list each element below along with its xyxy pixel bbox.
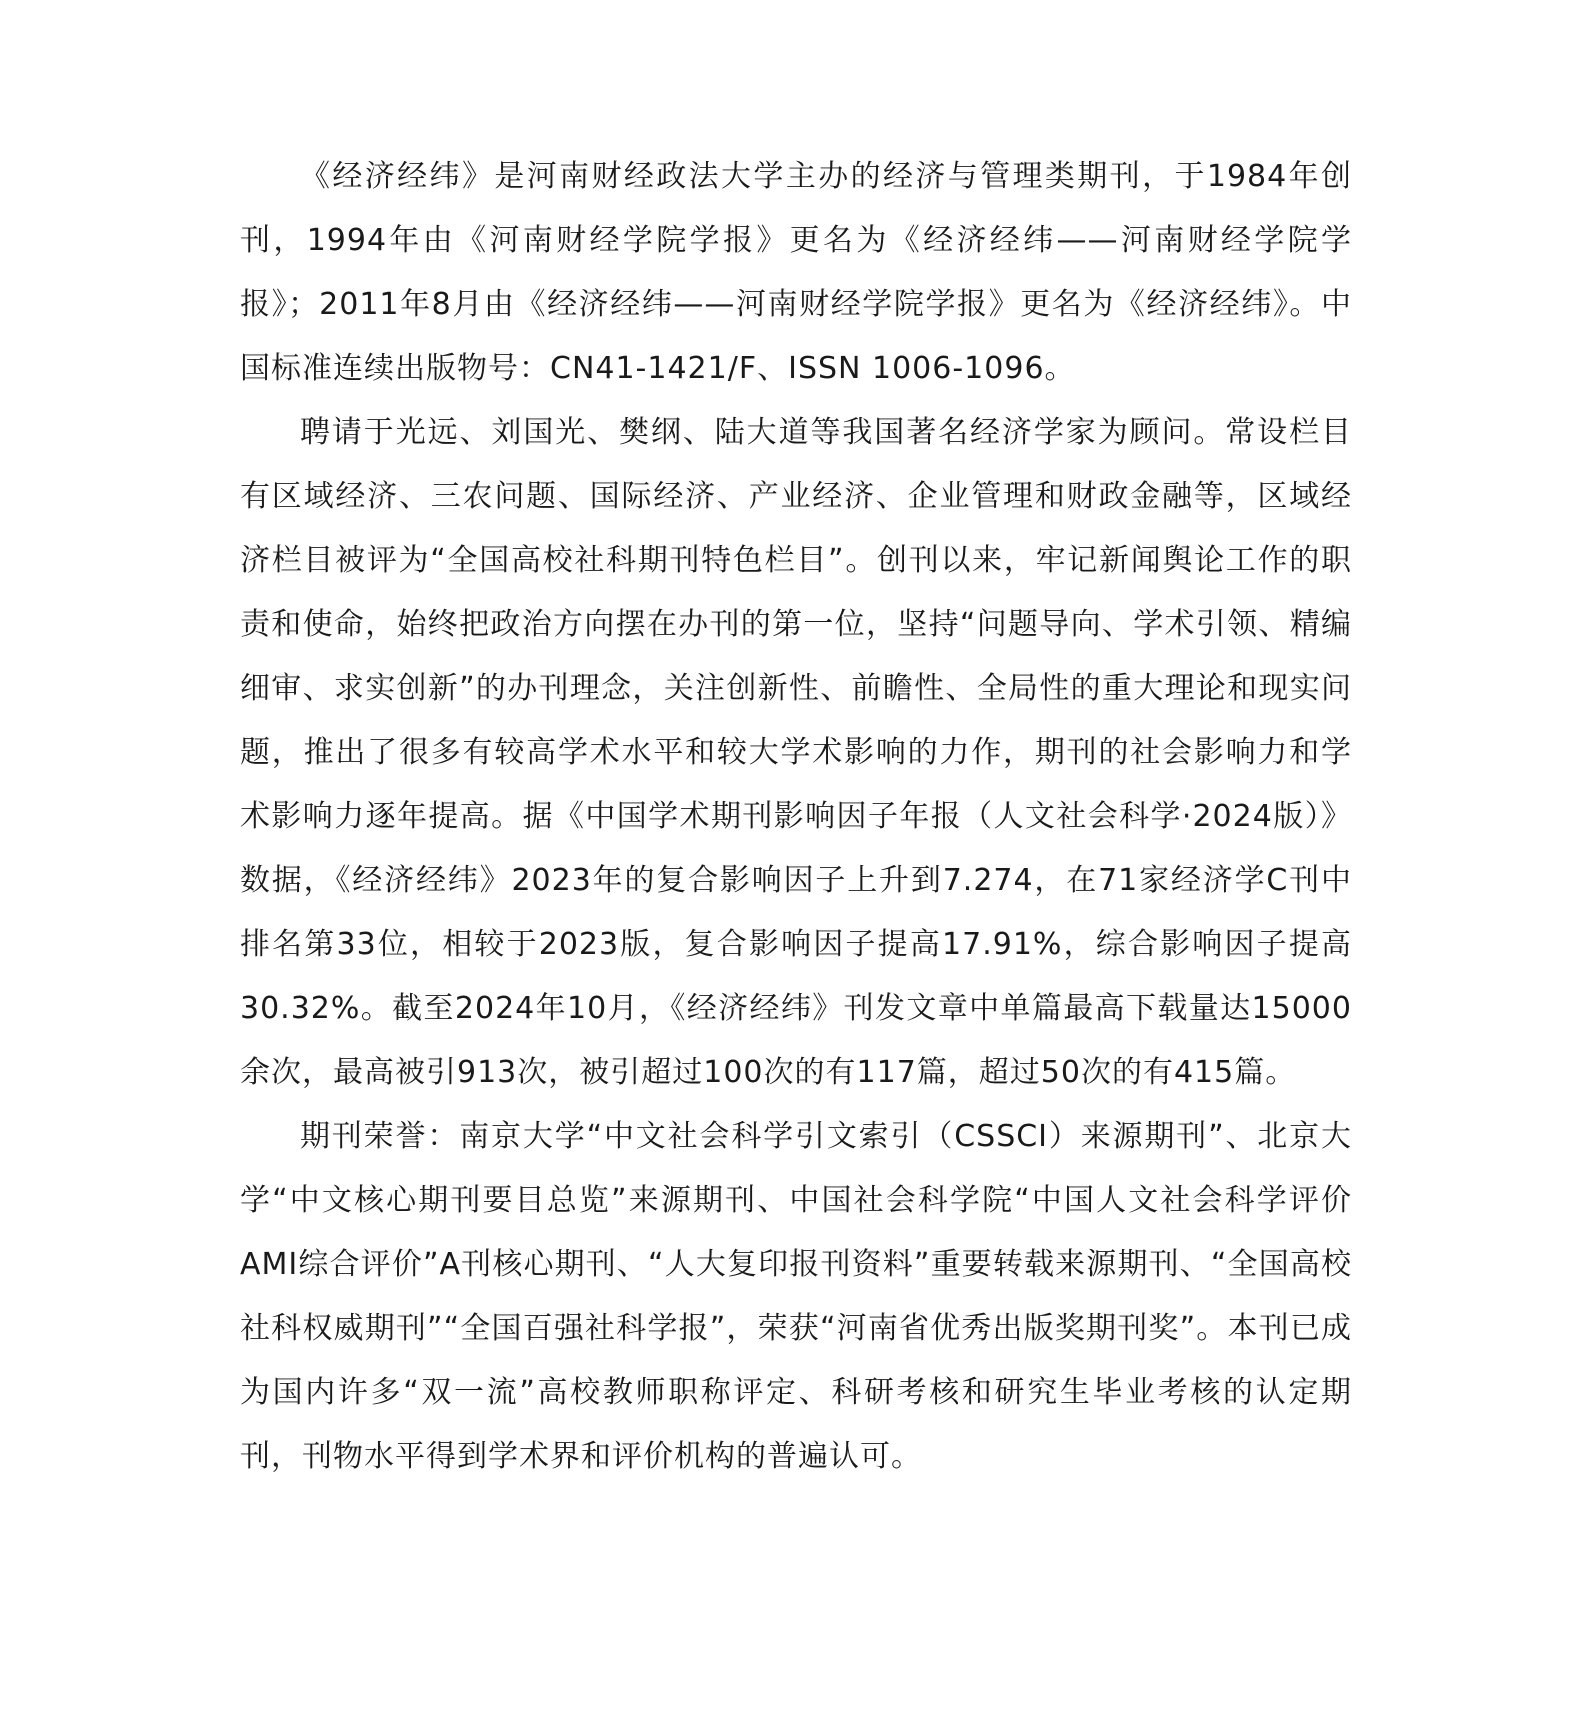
paragraph-introduction: 《经济经纬》是河南财经政法大学主办的经济与管理类期刊，于1984年创刊，1994年由《河南财经学院学报》更名为《经济经纬——河南财经学院学报》；2011年8月由《经济经纬——河南财经学院学报》更名为《经济经纬》。中国标准连续出版物号：CN41-1421/F、ISSN 1006-1096。 [240, 159, 1352, 386]
document-body [240, 145, 1352, 1489]
paragraph-advisors-and-impact: 聘请于光远、刘国光、樊纲、陆大道等我国著名经济学家为顾问。常设栏目有区域经济、三农问题、国际经济、产业经济、企业管理和财政金融等，区域经济栏目被评为“全国高校社科期刊特色栏目”。创刊以来，牢记新闻舆论工作的职责和使命，始终把政治方向摆在办刊的第一位，坚持“问题导向、学术引领、精编细审、求实创新”的办刊理念，关注创新性、前瞻性、全局性的重大理论和现实问题，推出了很多有较高学术水平和较大学术影响的力作，期刊的社会影响力和学术影响力逐年提高。据《中国学术期刊影响因子年报（人文社会科学·2024版）》数据，《经济经纬》2023年的复合影响因子上升到7.274，在71家经济学C刊中排名第33位，相较于2023版，复合影响因子提高17.91%，综合影响因子提高30.32%。截至2024年10月，《经济经纬》刊发文章中单篇最高下载量达15000余次，最高被引913次，被引超过100次的有117篇，超过50次的有415篇。 [240, 415, 1352, 1090]
paragraph-honors: 期刊荣誉：南京大学“中文社会科学引文索引（CSSCI）来源期刊”、北京大学“中文核心期刊要目总览”来源期刊、中国社会科学院“中国人文社会科学评价AMI综合评价”A刊核心期刊、“人大复印报刊资料”重要转载来源期刊、“全国高校社科权威期刊”“全国百强社科学报”，荣获“河南省优秀出版奖期刊奖”。本刊已成为国内许多“双一流”高校教师职称评定、科研考核和研究生毕业考核的认定期刊，刊物水平得到学术界和评价机构的普遍认可。 [240, 1119, 1352, 1474]
